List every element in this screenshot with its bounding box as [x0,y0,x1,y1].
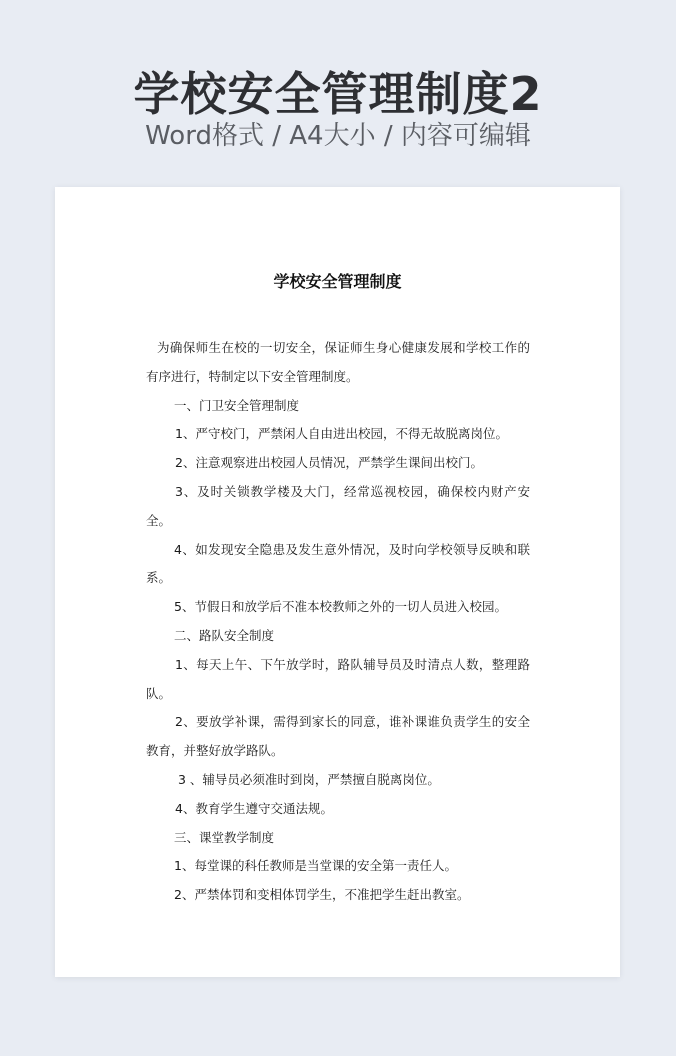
document-page [55,187,620,977]
list-item: 2、注意观察进出校园人员情况，严禁学生课间出校门。 [175,455,483,471]
list-item: 5、节假日和放学后不准本校教师之外的一切人员进入校园。 [174,599,507,615]
list-item: 2、严禁体罚和变相体罚学生，不准把学生赶出教室。 [174,887,470,903]
document-body [146,334,530,910]
page-title: 学校安全管理制度2 [133,67,543,121]
section-heading-road-safety: 二、路队安全制度 [174,627,275,643]
section-heading-classroom-teaching: 三、课堂教学制度 [174,829,275,845]
list-item: 3、及时关锁教学楼及大门，经常巡视校园，确保校内财产安全。 [146,483,530,528]
list-item: 1、每天上午、下午放学时，路队辅导员及时清点人数，整理路队。 [146,656,530,701]
document-heading: 学校安全管理制度 [273,272,402,291]
list-item: 3 、辅导员必须准时到岗，严禁擅自脱离岗位。 [178,771,440,787]
list-item: 2、要放学补课，需得到家长的同意，谁补课谁负责学生的安全教育，并整好放学路队。 [146,714,530,759]
list-item: 1、每堂课的科任教师是当堂课的安全第一责任人。 [174,858,457,874]
list-item: 4、如发现安全隐患及发生意外情况，及时向学校领导反映和联系。 [146,541,530,586]
section-heading-gate-security: 一、门卫安全管理制度 [174,397,300,413]
intro-paragraph: 为确保师生在校的一切安全，保证师生身心健康发展和学校工作的有序进行，特制定以下安全管理制度。 [146,340,530,384]
list-item: 4、教育学生遵守交通法规。 [175,800,333,816]
list-item: 1、严守校门，严禁闲人自由进出校园，不得无故脱离岗位。 [175,426,508,442]
page-subtitle: Word格式 / A4大小 / 内容可编辑 [145,121,531,151]
